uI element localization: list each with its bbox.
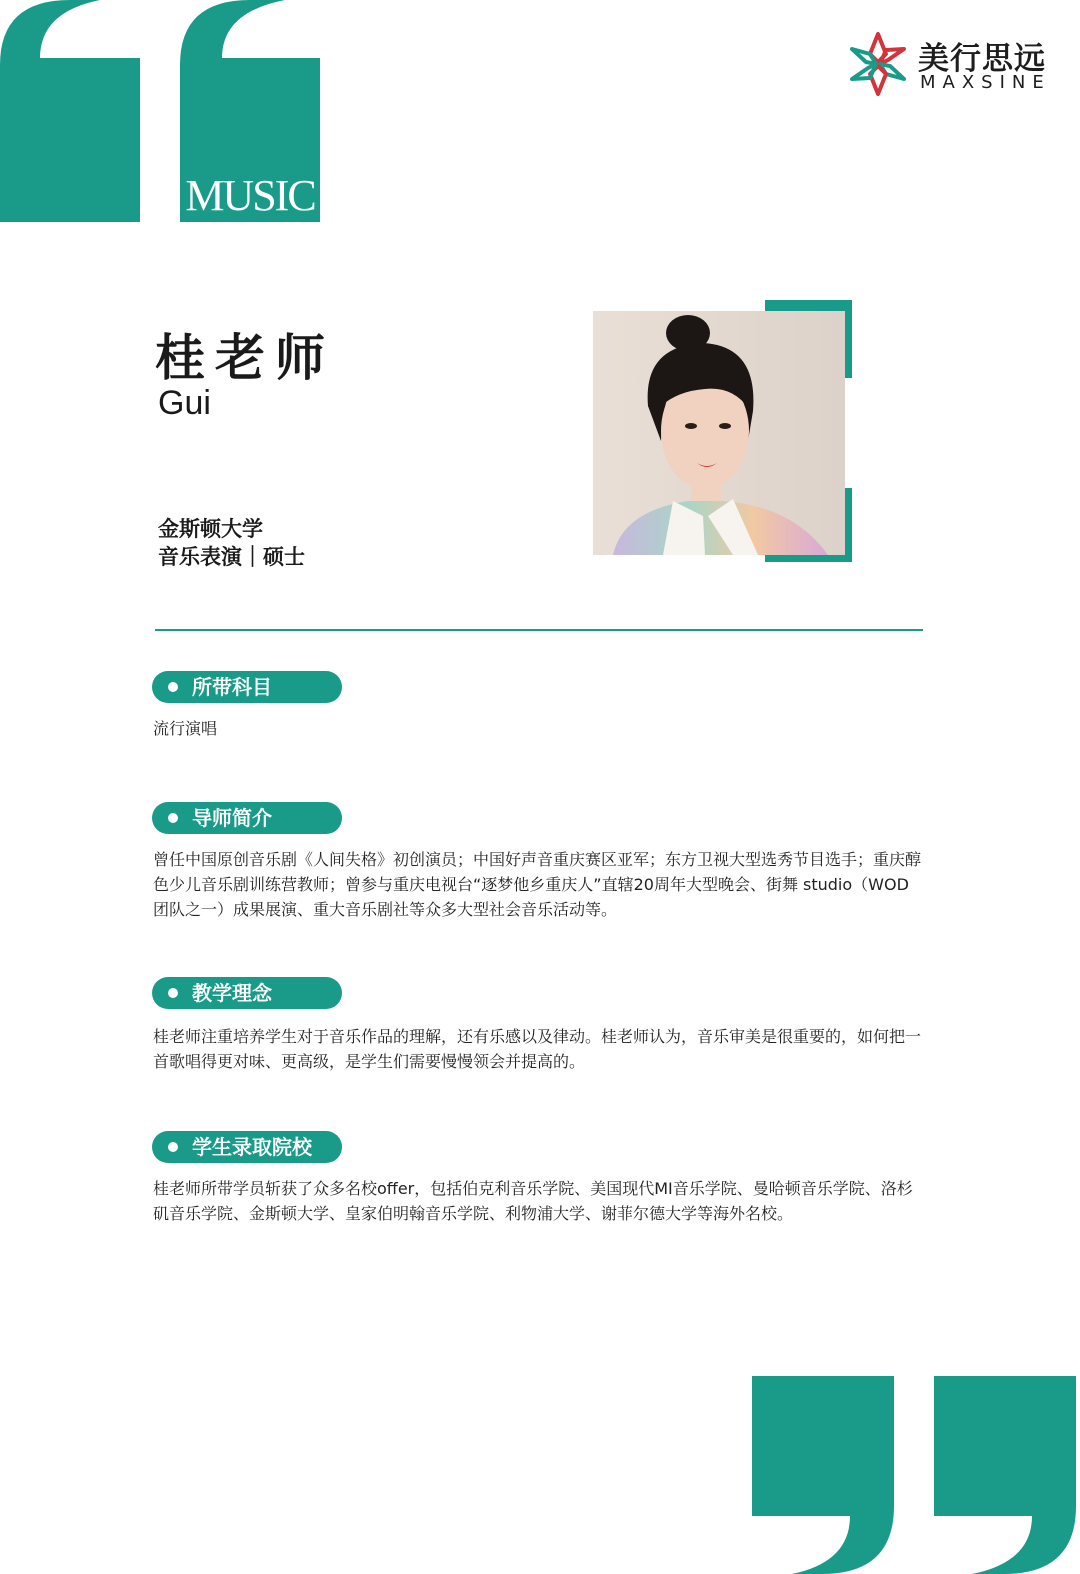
section-title: 教学理念 — [192, 981, 272, 1005]
teacher-education — [158, 515, 305, 571]
bullet-dot-icon — [168, 682, 178, 692]
section-header-bio — [152, 802, 342, 834]
section-text-bio: 曾任中国原创音乐剧《人间失格》初创演员；中国好声音重庆赛区亚军；东方卫视大型选秀节目选手；重庆醇色少儿音乐剧训练营教师；曾参与重庆电视台“逐梦他乡重庆人”直辖20周年大型晚会、街舞 studio（WOD团队之一）成果展演、重大音乐剧社等众多大型社会音乐活动等。 — [153, 850, 922, 919]
section-text-admissions: 桂老师所带学员斩获了众多名校offer，包括伯克利音乐学院、美国现代MI音乐学院、曼哈顿音乐学院、洛杉矶音乐学院、金斯顿大学、皇家伯明翰音乐学院、利物浦大学、谢菲尔德大学等海外名校。 — [153, 1179, 913, 1223]
section-text-philosophy: 桂老师注重培养学生对于音乐作品的理解，还有乐感以及律动。桂老师认为，音乐审美是很重要的，如何把一首歌唱得更对味、更高级，是学生们需要慢慢领会并提高的。 — [153, 1027, 922, 1071]
section-title: 所带科目 — [192, 675, 272, 699]
section-divider — [155, 629, 923, 631]
close-quote-decoration — [752, 1376, 1080, 1574]
bullet-dot-icon — [168, 988, 178, 998]
teacher-school: 金斯顿大学 — [158, 517, 263, 541]
brand-name-cn: 美行思远 — [918, 41, 1046, 77]
teacher-name-en: Gui — [158, 384, 211, 422]
section-header-admissions — [152, 1131, 342, 1163]
section-header-subjects — [152, 671, 342, 703]
teacher-degree: 音乐表演｜硕士 — [158, 545, 305, 569]
music-label: MUSIC — [185, 171, 315, 220]
section-text-subjects: 流行演唱 — [153, 719, 218, 738]
bullet-dot-icon — [168, 813, 178, 823]
portrait-photo — [593, 311, 845, 555]
section-title: 学生录取院校 — [192, 1135, 312, 1159]
teacher-name-cn: 桂老师 — [155, 329, 335, 387]
section-title: 导师简介 — [192, 806, 272, 830]
bullet-dot-icon — [168, 1142, 178, 1152]
section-header-philosophy — [152, 977, 342, 1009]
brand-name-en: MAXSINE — [920, 72, 1051, 93]
